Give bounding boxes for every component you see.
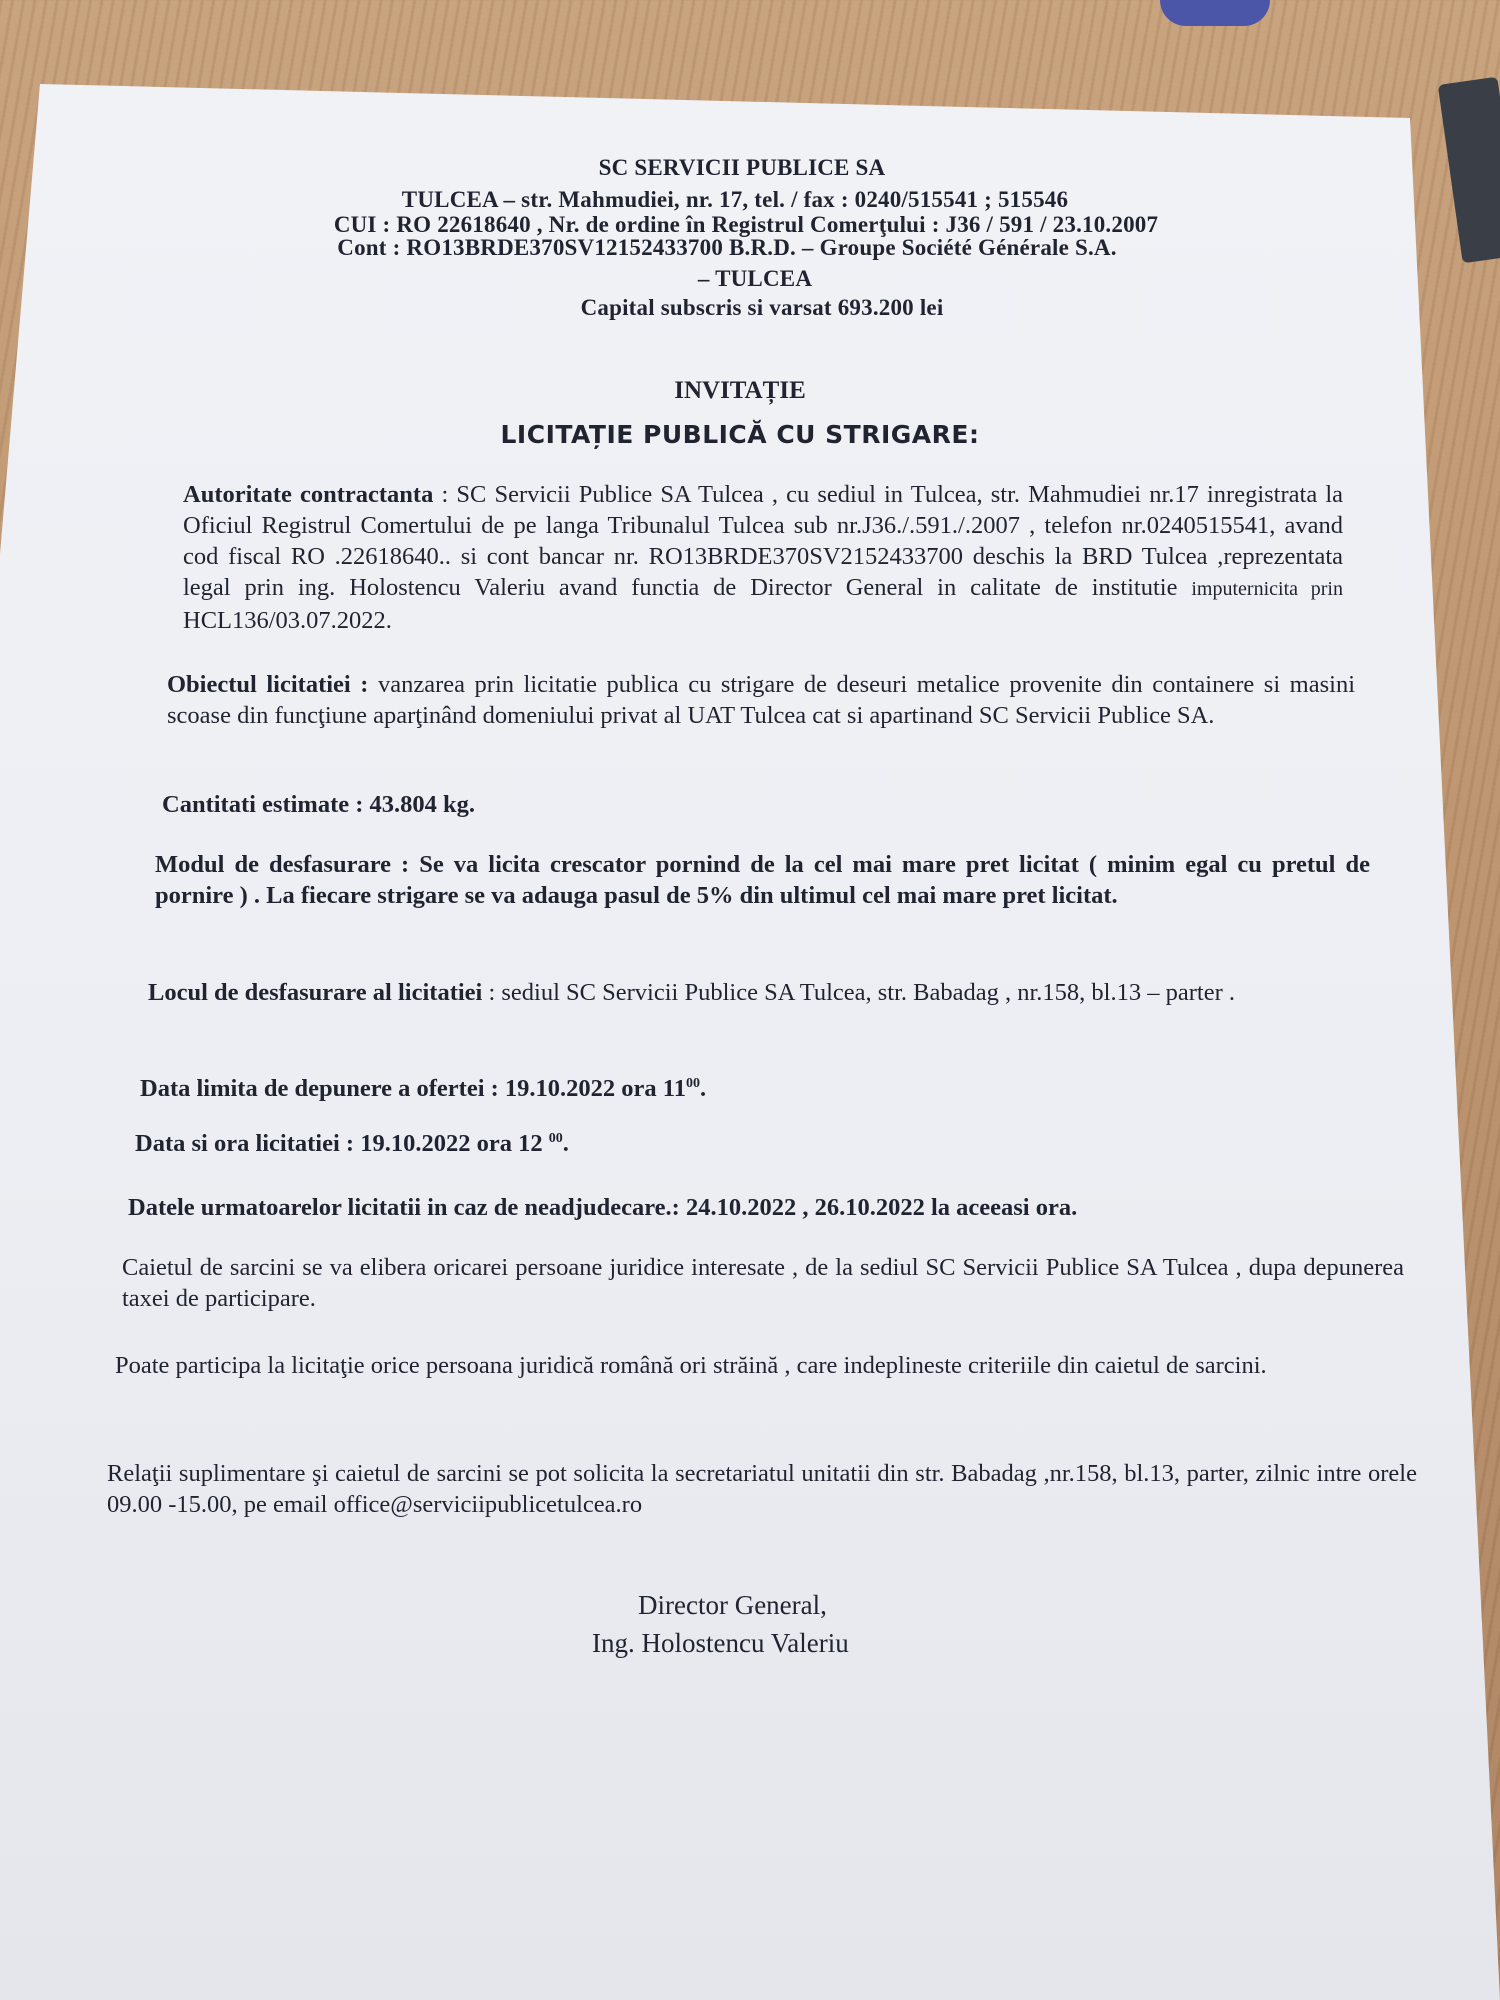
authority-label: Autoritate contractanta (183, 481, 434, 508)
participants-paragraph: Poate participa la licitaţie orice persoana juridică română ori străină , care indeplineste criteriile din caietul de sarcini. (115, 1352, 1267, 1379)
deadline-line (140, 1073, 1040, 1104)
object-text: vanzarea prin licitatie publica cu strigare de deseuri metalice provenite din containere si masini scoase din funcţiune aparţinând domeniului privat al UAT Tulcea cat si apartinand SC Servicii Publice SA. (167, 671, 1355, 729)
company-cui: CUI : RO 22618640 , Nr. de ordine în Registrul Comerţului : J36 / 591 / 23.10.2007 (333, 212, 1159, 237)
location-paragraph (148, 977, 1380, 1008)
next-dates-label: Datele urmatoarelor licitatii in caz de neadjudecare.: (128, 1194, 686, 1221)
location-label: Locul de desfasurare al licitatiei (148, 979, 483, 1006)
auction-date-line (135, 1128, 1035, 1159)
authority-small-text: imputernicita prin (1191, 578, 1343, 600)
authority-text: : SC Servicii Publice SA Tulcea , cu sediul in Tulcea, str. Mahmudiei nr.17 inregistrata la Oficiul Registrul Comertului de pe langa Tribunalul Tulcea sub nr.J36./.591./.2007 , telefon nr.0240515541, avand cod fiscal RO .22618640.. si cont bancar nr. RO13BRDE370SV2152433700 deschis la BRD Tulcea ,reprezentata legal prin ing. Holostencu Valeriu avand functia de Director General in calitate de institutie (183, 481, 1343, 601)
next-dates-value: 24.10.2022 , 26.10.2022 la aceeasi ora. (685, 1194, 1078, 1221)
deadline-end: . (699, 1075, 707, 1102)
contact-paragraph: Relaţii suplimentare şi caietul de sarcini se pot solicita la secretariatul unitatii din str. Babadag ,nr.158, bl.13, parter, zilnic intre orele 09.00 -15.00, pe email office@serviciipublicetulcea.ro (107, 1460, 1417, 1518)
company-account-city: – TULCEA (697, 266, 813, 291)
deadline-minutes: 00 (685, 1075, 700, 1091)
auction-title: LICITAȚIE PUBLICĂ CU STRIGARE: (500, 420, 980, 449)
mode-paragraph: Modul de desfasurare : Se va licita crescator pornind de la cel mai mare pret licitat ( minim egal cu pretul de pornire ) . La fiecare strigare se va adauga pasul de 5% din ultimul cel mai mare pret licitat. (155, 851, 1370, 909)
next-dates-line (128, 1192, 1398, 1223)
authority-paragraph (183, 479, 1343, 636)
signature-title: Director General, (638, 1590, 827, 1620)
auction-date-label: Data si ora licitatiei : (135, 1130, 361, 1157)
signature-name: Ing. Holostencu Valeriu (592, 1628, 849, 1658)
object-paragraph (167, 669, 1355, 731)
company-capital: Capital subscris si varsat 693.200 lei (580, 295, 944, 320)
deadline-text: Data limita de depunere a ofertei : 19.10.2022 ora 11 (140, 1075, 686, 1102)
invitation-title: INVITAȚIE (674, 377, 806, 404)
location-text: : sediul SC Servicii Publice SA Tulcea, str. Babadag , nr.158, bl.13 – parter . (482, 979, 1235, 1006)
auction-date-minutes: 00 (548, 1130, 563, 1146)
quantity-line: Cantitati estimate : 43.804 kg. (162, 791, 476, 818)
auction-date-value: 19.10.2022 ora 12 (360, 1130, 549, 1157)
authority-hcl: HCL136/03.07.2022. (183, 607, 392, 634)
company-account: Cont : RO13BRDE370SV12152433700 B.R.D. – Groupe Société Générale S.A. (337, 235, 1117, 260)
company-address: TULCEA – str. Mahmudiei, nr. 17, tel. / fax : 0240/515541 ; 515546 (401, 187, 1069, 212)
company-name: SC SERVICII PUBLICE SA (598, 155, 886, 180)
auction-date-end: . (562, 1130, 569, 1157)
specs-paragraph: Caietul de sarcini se va elibera oricarei persoane juridice interesate , de la sediul SC Servicii Publice SA Tulcea , dupa depunerea taxei de participare. (122, 1254, 1404, 1312)
object-label: Obiectul licitatiei : (167, 671, 369, 698)
